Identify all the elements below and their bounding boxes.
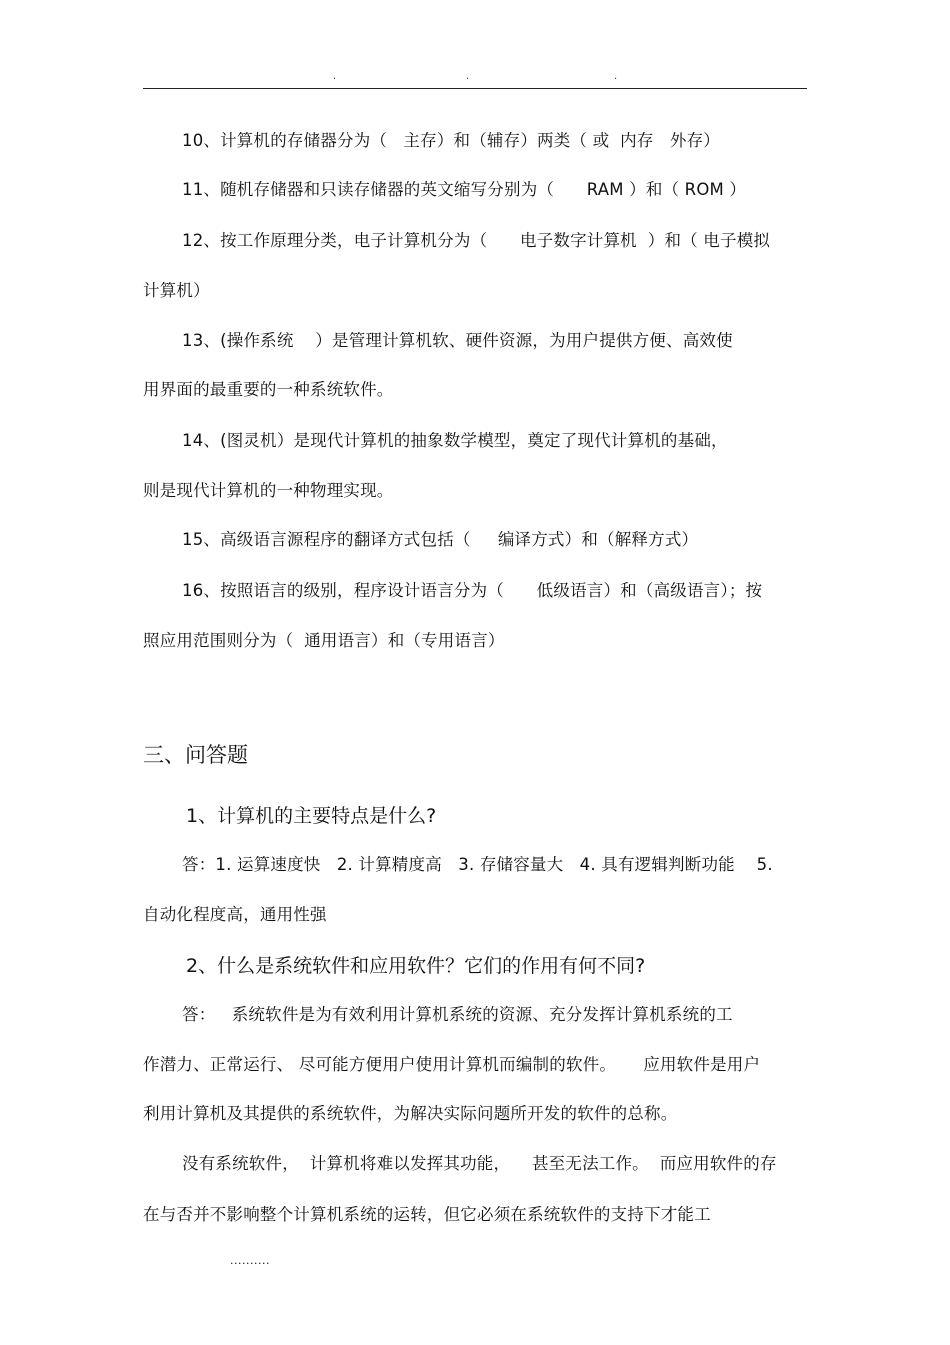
question-1: 1、计算机的主要特点是什么? [186,805,437,827]
fill-in-item-12: 12、按工作原理分类，电子计算机分为（ 电子数字计算机 ）和（ 电子模拟 [182,231,771,250]
answer-1-line: 答：1. 运算速度快 2. 计算精度高 3. 存储容量大 4. 具有逻辑判断功能 5. [182,855,773,874]
fill-in-item-10: 10、计算机的存储器分为（ 主存）和（辅存）两类（ 或 内存 外存） [182,131,720,150]
header-dot: . [614,71,618,82]
fill-in-item-11: 11、随机存储器和只读存储器的英文缩写分别为（ RAM ）和（ ROM ） [182,180,747,199]
question-2: 2、什么是系统软件和应用软件？它们的作用有何不同? [186,955,646,977]
section-title: 三、问答题 [143,743,248,767]
fill-in-item-14-cont: 则是现代计算机的一种物理实现。 [143,481,394,500]
answer-2-line: 没有系统软件， 计算机将难以发挥其功能， 甚至无法工作。 而应用软件的存 [182,1154,777,1173]
answer-2-line: 作潜力、正常运行、 尽可能方便用户使用计算机而编制的软件。 应用软件是用户 [143,1055,761,1074]
header-dots [0,70,950,84]
fill-in-item-15: 15、高级语言源程序的翻译方式包括（ 编译方式）和（解释方式） [182,530,699,549]
fill-in-item-16: 16、按照语言的级别，程序设计语言分为（ 低级语言）和（高级语言）；按 [182,581,763,600]
fill-in-item-16-cont: 照应用范围则分为（ 通用语言）和（专用语言） [143,631,505,650]
header-rule [143,88,807,89]
answer-1-line: 自动化程度高，通用性强 [143,905,327,924]
fill-in-item-13-cont: 用界面的最重要的一种系统软件。 [143,380,394,399]
answer-2-line: 利用计算机及其提供的系统软件，为解决实际问题所开发的软件的总称。 [143,1104,678,1123]
header-dot: . [466,71,470,82]
answer-2-line: 在与否并不影响整个计算机系统的运转，但它必须在系统软件的支持下才能工 [143,1205,711,1224]
answer-2-line: 答： 系统软件是为有效利用计算机系统的资源、充分发挥计算机系统的工 [182,1005,733,1024]
fill-in-item-12-cont: 计算机） [143,281,210,300]
footer-dots: .......... [230,1254,270,1267]
fill-in-item-14: 14、(图灵机）是现代计算机的抽象数学模型，奠定了现代计算机的基础， [182,431,728,450]
fill-in-item-13: 13、(操作系统 ）是管理计算机软、硬件资源，为用户提供方便、高效使 [182,331,733,350]
header-dot: . [333,71,337,82]
